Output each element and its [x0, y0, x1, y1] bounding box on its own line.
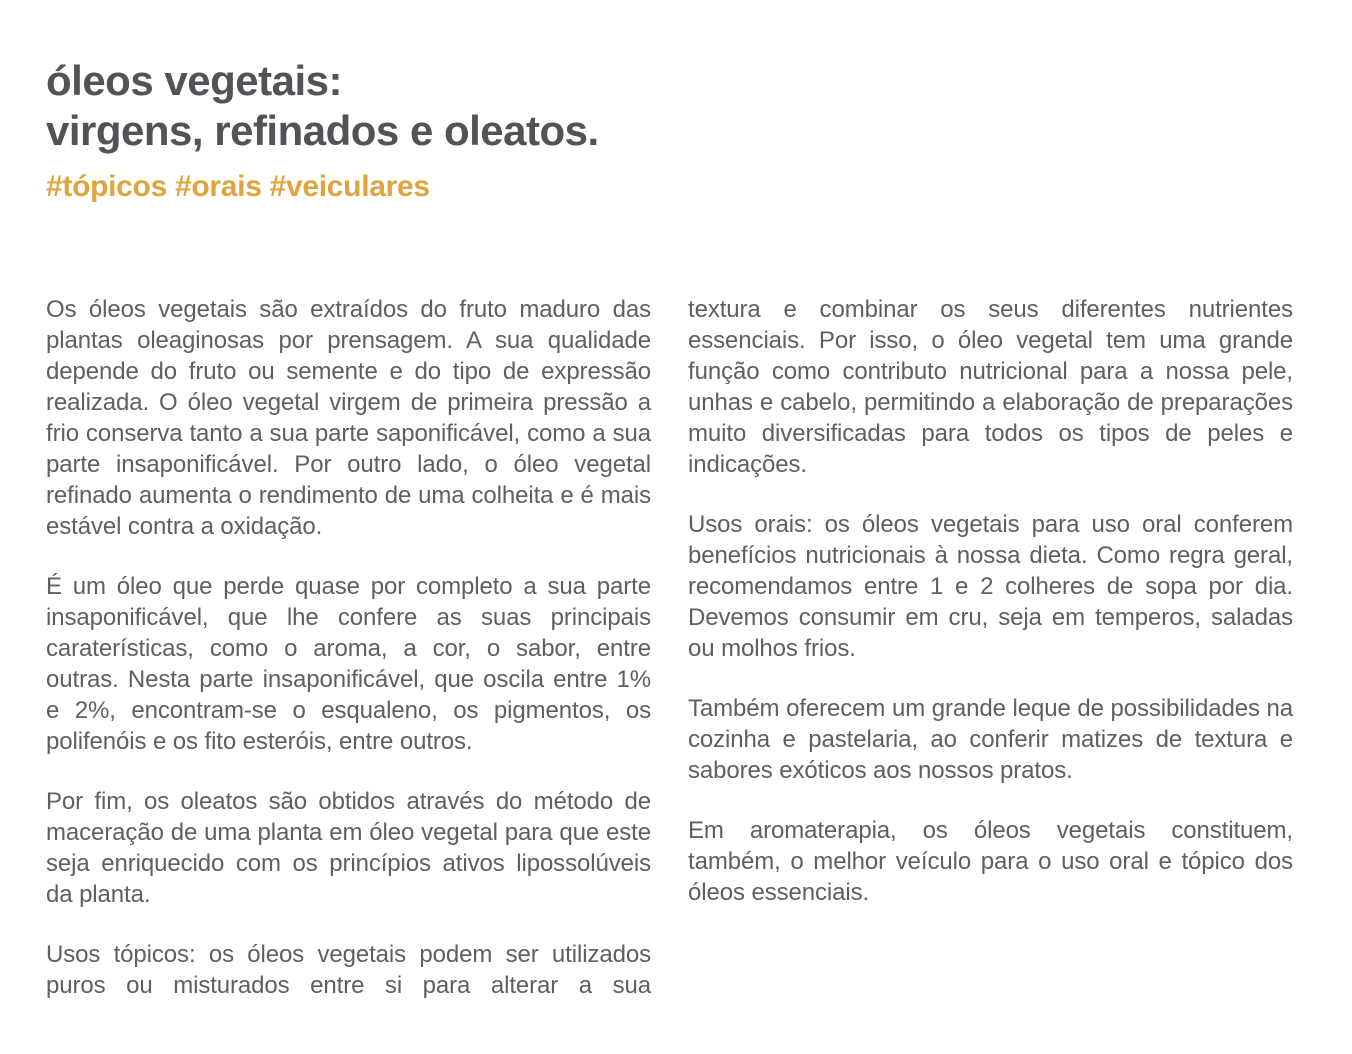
page-title	[46, 56, 1293, 156]
paragraph: Usos tópicos: os óleos vegetais podem ser utilizados puros ou misturados entre si para alterar a sua	[46, 941, 651, 999]
left-column	[46, 294, 651, 1001]
paragraph: Em aromaterapia, os óleos vegetais constituem, também, o melhor veículo para o uso oral e tópico dos óleos essenciais.	[688, 817, 1293, 906]
right-column	[688, 294, 1293, 1001]
paragraph: Por fim, os oleatos são obtidos através do método de maceração de uma planta em óleo vegetal para que este seja enriquecido com os princípios ativos lipossolúveis da planta.	[46, 788, 651, 908]
paragraph: textura e combinar os seus diferentes nutrientes essenciais. Por isso, o óleo vegetal tem uma grande função como contributo nutricional para a nossa pele, unhas e cabelo, permitindo a elaboração de preparações muito diversificadas para todos os tipos de peles e indicações.	[688, 296, 1293, 478]
title-line-2: virgens, refinados e oleatos.	[46, 107, 599, 154]
hashtags-line: #tópicos #orais #veiculares	[46, 170, 430, 203]
paragraph: Usos orais: os óleos vegetais para uso oral conferem benefícios nutricionais à nossa dieta. Como regra geral, recomendamos entre 1 e 2 colheres de sopa por dia. Devemos consumir em cru, seja em temperos, saladas ou molhos frios.	[688, 511, 1293, 662]
paragraph: É um óleo que perde quase por completo a sua parte insaponificável, que lhe confere as suas principais caraterísticas, como o aroma, a cor, o sabor, entre outras. Nesta parte insaponificável, que oscila entre 1% e 2%, encontram-se o esqualeno, os pigmentos, os polifenóis e os fito esteróis, entre outros.	[46, 573, 651, 755]
paragraph: Também oferecem um grande leque de possibilidades na cozinha e pastelaria, ao conferir matizes de textura e sabores exóticos aos nossos pratos.	[688, 695, 1293, 784]
paragraph: Os óleos vegetais são extraídos do fruto maduro das plantas oleaginosas por prensagem. A sua qualidade depende do fruto ou semente e do tipo de expressão realizada. O óleo vegetal virgem de primeira pressão a frio conserva tanto a sua parte saponificável, como a sua parte insaponificável. Por outro lado, o óleo vegetal refinado aumenta o rendimento de uma colheita e é mais estável contra a oxidação.	[46, 296, 651, 540]
title-line-1: óleos vegetais:	[46, 57, 342, 104]
article-columns	[46, 294, 1293, 1001]
